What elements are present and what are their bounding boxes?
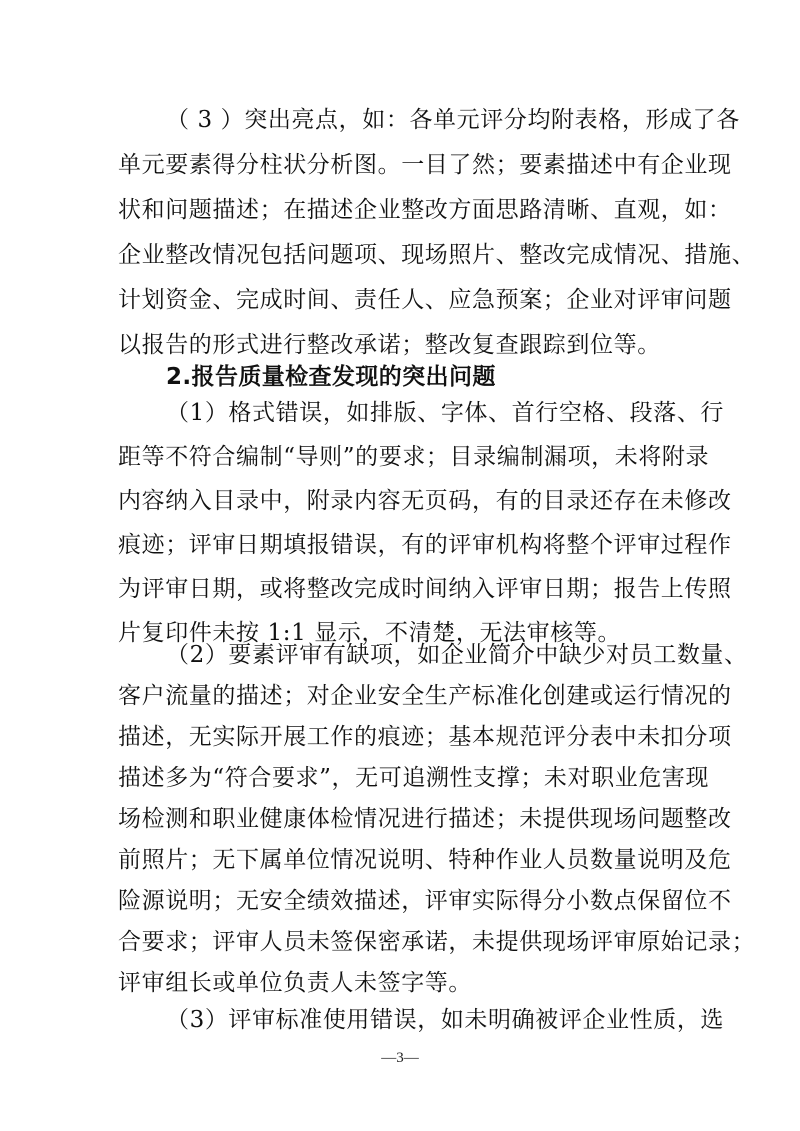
section-heading: 2.报告质量检查发现的突出问题 <box>166 364 496 390</box>
paragraph-3-line-4: 描述多为“符合要求”，无可追溯性支撑；未对职业危害现 <box>118 765 710 791</box>
paragraph-1-line-1: （ 3 ）突出亮点，如：各单元评分均附表格，形成了各 <box>166 107 740 133</box>
paragraph-2-line-3: 内容纳入目录中，附录内容无页码，有的目录还存在未修改 <box>118 488 732 514</box>
paragraph-1-line-5: 计划资金、完成时间、责任人、应急预案；企业对评审问题 <box>118 287 732 313</box>
page-number: —3— <box>381 1050 419 1066</box>
paragraph-3-line-9: 评审组长或单位负责人未签字等。 <box>118 970 472 996</box>
paragraph-1-line-3: 状和问题描述；在描述企业整改方面思路清晰、直观，如： <box>118 197 732 223</box>
paragraph-2-line-4: 痕迹；评审日期填报错误，有的评审机构将整个评审过程作 <box>118 532 732 558</box>
paragraph-1-line-4: 企业整改情况包括问题项、现场照片、整改完成情况、措施、 <box>118 242 756 268</box>
paragraph-3-line-2: 客户流量的描述；对企业安全生产标准化创建或运行情况的 <box>118 683 732 709</box>
paragraph-4-line-1: （3）评审标准使用错误，如未明确被评企业性质，选 <box>166 1007 725 1033</box>
paragraph-1-line-2: 单元要素得分柱状分析图。一目了然；要素描述中有企业现 <box>118 152 732 178</box>
paragraph-3-line-6: 前照片；无下属单位情况说明、特种作业人员数量说明及危 <box>118 847 732 873</box>
paragraph-3-line-1: （2）要素评审有缺项，如企业简介中缺少对员工数量、 <box>166 642 748 668</box>
paragraph-3-line-7: 险源说明；无安全绩效描述，评审实际得分小数点保留位不 <box>118 888 732 914</box>
paragraph-3-line-8: 合要求；评审人员未签保密承诺，未提供现场评审原始记录； <box>118 929 756 955</box>
paragraph-2-line-5: 为评审日期，或将整改完成时间纳入评审日期；报告上传照 <box>118 576 732 602</box>
paragraph-2-line-2: 距等不符合编制“导则”的要求；目录编制漏项，未将附录 <box>118 444 710 470</box>
paragraph-3-line-3: 描述，无实际开展工作的痕迹；基本规范评分表中未扣分项 <box>118 724 732 750</box>
paragraph-1-line-6: 以报告的形式进行整改承诺；整改复查跟踪到位等。 <box>118 332 661 358</box>
paragraph-2-line-1: （1）格式错误，如排版、字体、首行空格、段落、行 <box>166 400 725 426</box>
paragraph-2-line-6: 片复印件未按 1:1 显示，不清楚，无法审核等。 <box>118 620 622 646</box>
paragraph-3-line-5: 场检测和职业健康体检情况进行描述；未提供现场问题整改 <box>118 806 732 832</box>
